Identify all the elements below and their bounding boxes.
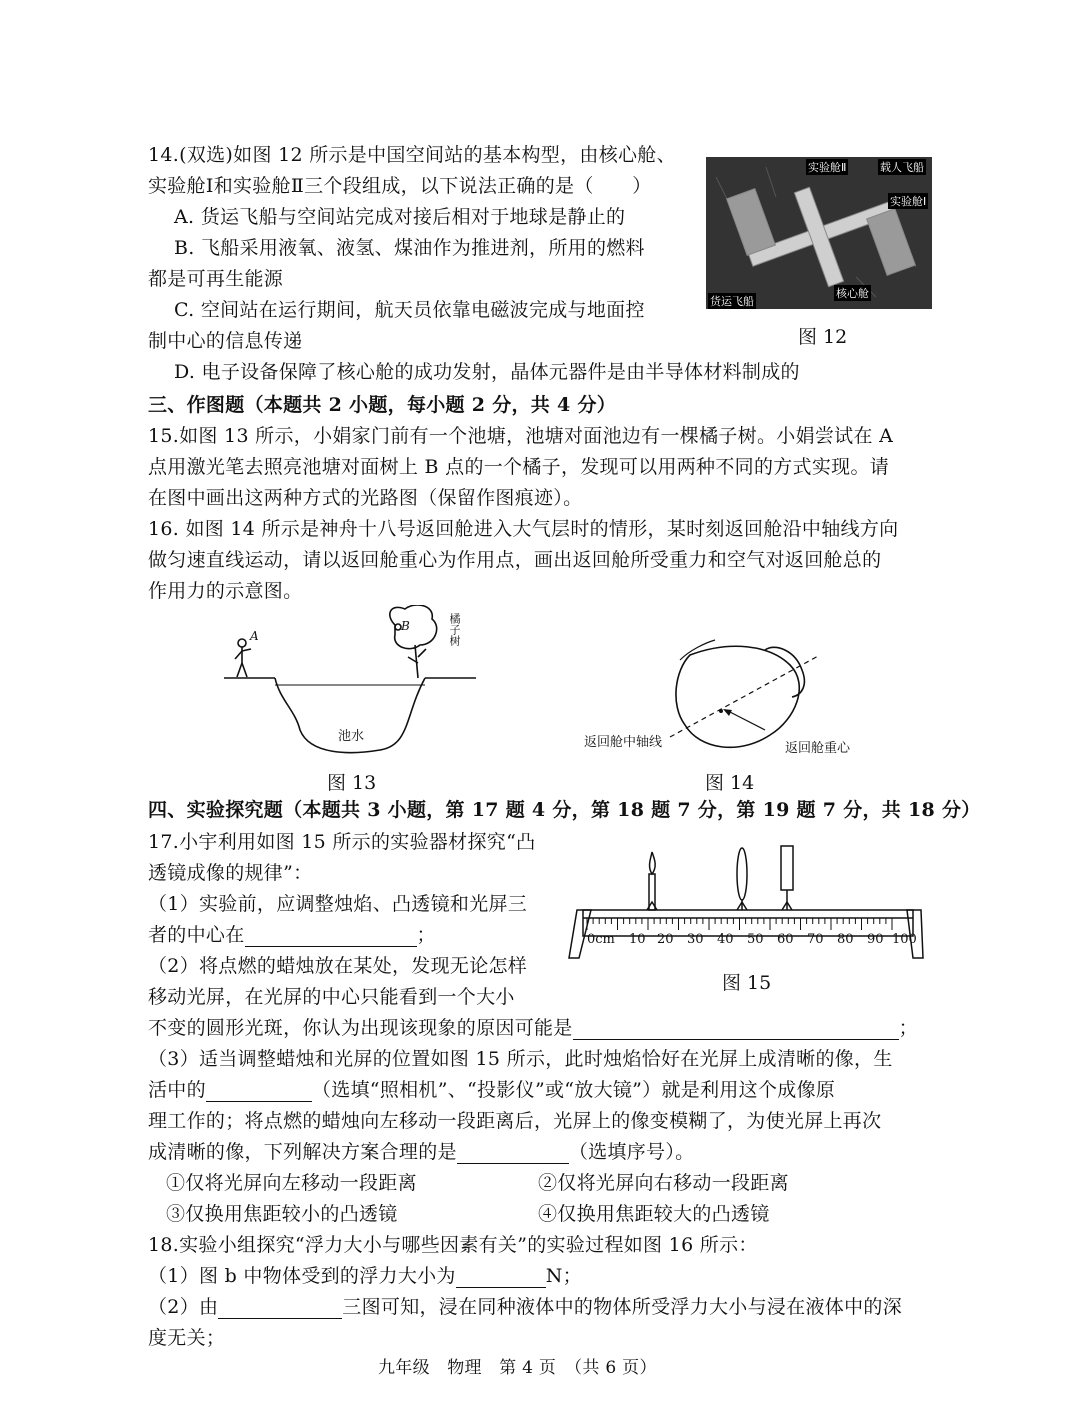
q17-option-4: ④仅换用焦距较大的凸透镜 <box>538 1203 770 1225</box>
q17-part3-end: （选填“照相机”、“投影仪”或“放大镜”）就是利用这个成像原 <box>311 1079 836 1101</box>
ruler-ticks <box>587 918 892 930</box>
q17-part3: （3）适当调整蜡烛和光屏的位置如图 15 所示，此时烛焰恰好在光屏上成清晰的像，生 <box>148 1048 893 1070</box>
tick-label: 40 <box>717 932 734 947</box>
tick-label: 70 <box>807 932 824 947</box>
label-crew-ship: 载人飞船 <box>880 161 924 174</box>
q16-line2: 做匀速直线运动，请以返回舱重心为作用点，画出返回舱所受重力和空气对返回舱总的 <box>148 549 882 571</box>
q14-option-c: C. 空间站在运行期间，航天员依靠电磁波完成与地面控 <box>174 299 645 321</box>
q17-line2: 透镜成像的规律”： <box>148 862 313 884</box>
page-footer: 九年级 物理 第 4 页 （共 6 页） <box>378 1358 657 1378</box>
q18-part2-start: （2）由 <box>148 1296 219 1318</box>
q17-part2-cont2 <box>148 1016 918 1040</box>
q16-line1: 16. 如图 14 所示是神舟十八号返回舱进入大气层时的情形，某时刻返回舱沿中轴线方向 <box>148 518 899 540</box>
label-lab-module-2: 实验舱Ⅱ <box>808 161 847 174</box>
q18-part2-end: 三图可知，浸在同种液体中的物体所受浮力大小与浸在液体中的深 <box>342 1296 902 1318</box>
q15-line3: 在图中画出这两种方式的光路图（保留作图痕迹）。 <box>148 487 583 509</box>
q17-part2-text: 不变的圆形光斑，你认为出现该现象的原因可能是 <box>148 1017 573 1039</box>
q18-part1-text: （1）图 b 中物体受到的浮力大小为 <box>148 1265 456 1287</box>
q18-part1-unit: N； <box>545 1265 582 1287</box>
tick-label: 90 <box>867 932 884 947</box>
figure-15-optical-bench <box>565 840 925 965</box>
section-3-heading: 三、作图题（本题共 2 小题，每小题 2 分，共 4 分） <box>148 394 617 416</box>
q17-option-1: ①仅将光屏向左移动一段距离 <box>166 1172 417 1194</box>
q14-option-a: A. 货运飞船与空间站完成对接后相对于地球是静止的 <box>174 206 626 228</box>
q14-option-d: D. 电子设备保障了核心舱的成功发射，晶体元器件是由半导体材料制成的 <box>174 361 800 383</box>
tick-label: 100 <box>892 932 917 947</box>
q17-part1-cont <box>148 923 436 947</box>
q18-line1: 18.实验小组探究“浮力大小与哪些因素有关”的实验过程如图 16 所示： <box>148 1234 758 1256</box>
q15-line2: 点用激光笔去照亮池塘对面树上 B 点的一个橘子，发现可以用两种不同的方式实现。请 <box>148 456 890 478</box>
q18-part2 <box>148 1295 902 1319</box>
figure-13-caption: 图 13 <box>327 772 377 794</box>
tree-label: 橘子树 <box>448 613 461 646</box>
figure-13-pond <box>220 605 480 775</box>
q15-line1: 15.如图 13 所示，小娟家门前有一个池塘，池塘对面池边有一棵橘子树。小娟尝试在 A <box>148 425 894 447</box>
q17-line1: 17.小宇利用如图 15 所示的实验器材探究“凸 <box>148 831 536 853</box>
q17-part3-cont3 <box>148 1140 694 1164</box>
q14-option-b: B. 飞船采用液氧、液氢、煤油作为推进剂，所用的燃料 <box>174 237 645 259</box>
axis-label: 返回舱中轴线 <box>584 735 663 750</box>
figure-15-caption: 图 15 <box>722 972 772 994</box>
figure-12-photo <box>706 157 932 309</box>
tick-label: 60 <box>777 932 794 947</box>
q14-line1: 14.(双选)如图 12 所示是中国空间站的基本构型，由核心舱、 <box>148 144 676 166</box>
figure-14-capsule <box>580 625 880 760</box>
space-station-image <box>706 157 932 309</box>
q14-line2: 实验舱Ⅰ和实验舱Ⅱ三个段组成，以下说法正确的是（ ） <box>148 175 652 197</box>
answer-blank-6[interactable] <box>218 1300 342 1319</box>
q18-part2-cont: 度无关； <box>148 1327 226 1349</box>
answer-blank-1[interactable] <box>245 928 417 947</box>
tick-label: 80 <box>837 932 854 947</box>
q17-part1-end: ； <box>416 924 436 946</box>
water-label: 池水 <box>338 729 365 744</box>
answer-blank-3[interactable] <box>206 1083 312 1102</box>
q17-part1-text: 者的中心在 <box>148 924 245 946</box>
q17-part2: （2）将点燃的蜡烛放在某处，发现无论怎样 <box>148 955 528 977</box>
tick-label: 0cm <box>587 932 615 947</box>
q17-part3-cont2: 理工作的；将点燃的蜡烛向左移动一段距离后，光屏上的像变模糊了，为使光屏上再次 <box>148 1110 882 1132</box>
answer-blank-4[interactable] <box>457 1145 569 1164</box>
q17-part3-cont <box>148 1078 835 1102</box>
section-4-heading: 四、实验探究题（本题共 3 小题，第 17 题 4 分，第 18 题 7 分，第 19 题 7 分，共 18 分） <box>148 799 981 821</box>
point-b-label: B <box>401 619 410 633</box>
pond-diagram <box>220 605 480 775</box>
ruler-labels <box>587 932 917 950</box>
q16-line3: 作用力的示意图。 <box>148 580 303 602</box>
label-core-module: 核心舱 <box>836 287 869 300</box>
tick-label: 50 <box>747 932 764 947</box>
q17-option-2: ②仅将光屏向右移动一段距离 <box>538 1172 789 1194</box>
figure-12-caption: 图 12 <box>798 326 848 348</box>
q17-part2-end: ； <box>898 1017 918 1039</box>
answer-blank-2[interactable] <box>573 1021 899 1040</box>
q17-part3-hint: （选填序号）。 <box>568 1141 695 1163</box>
label-cargo-ship: 货运飞船 <box>710 295 754 308</box>
tick-label: 10 <box>629 932 646 947</box>
q17-part1: （1）实验前，应调整烛焰、凸透镜和光屏三 <box>148 893 528 915</box>
answer-blank-5[interactable] <box>456 1269 546 1288</box>
q17-part2-cont: 移动光屏，在光屏的中心只能看到一个大小 <box>148 986 515 1008</box>
q17-option-3: ③仅换用焦距较小的凸透镜 <box>166 1203 398 1225</box>
q14-option-b-cont: 都是可再生能源 <box>148 268 284 290</box>
figure-14-caption: 图 14 <box>705 772 755 794</box>
center-of-gravity-label: 返回舱重心 <box>785 741 851 756</box>
point-a-label: A <box>250 629 259 643</box>
label-lab-module-1: 实验舱Ⅰ <box>890 195 927 208</box>
q17-part3-start: 活中的 <box>148 1079 206 1101</box>
q14-option-c-cont: 制中心的信息传递 <box>148 330 303 352</box>
tick-label: 30 <box>687 932 704 947</box>
q17-part3-ask: 成清晰的像，下列解决方案合理的是 <box>148 1141 457 1163</box>
tick-label: 20 <box>657 932 674 947</box>
q18-part1 <box>148 1264 582 1288</box>
